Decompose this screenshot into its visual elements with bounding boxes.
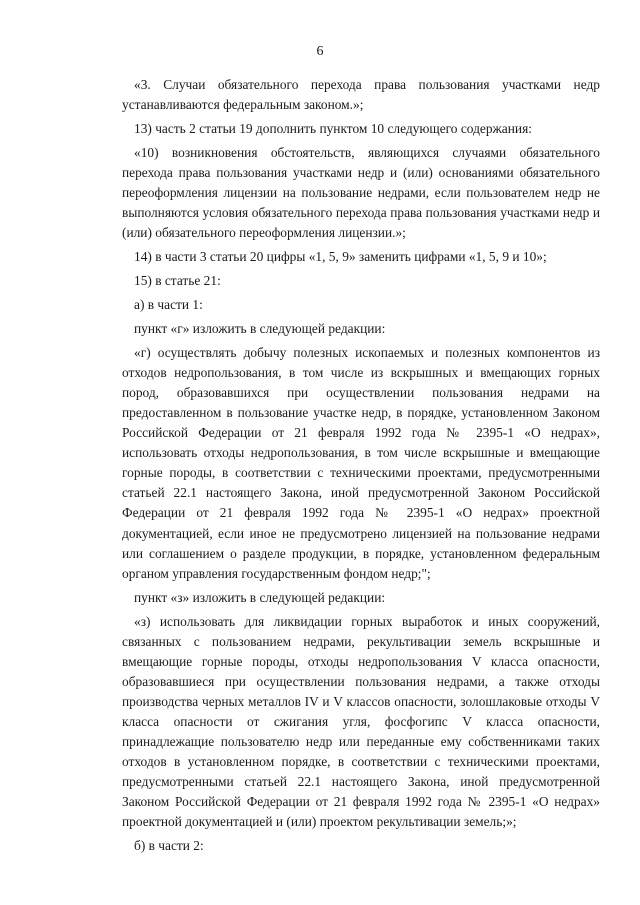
- paragraph-item-15: 15) в статье 21:: [134, 273, 221, 289]
- paragraph-clause-3: «3. Случаи обязательного перехода права пользования участками недр устанавливаются федеральным законом.»;: [122, 77, 600, 113]
- paragraph-subitem-b: б) в части 2:: [134, 838, 204, 854]
- paragraph-point-g-text: «г) осуществлять добычу полезных ископаемых и полезных компонентов из отходов недропользования, в том числе из вскрышных и вмещающих горных пород, образовавшихся при осуществлении пользования недрами на предоставленном в пользование участке недр, в порядке, установленном Законом Российской Федерации от 21 февраля 1992 года № 2395-1 «О недрах», использовать отходы недропользования, в том числе вскрышные и вмещающие горные породы, в соответствии с техническими проектами, предусмотренными статьей 22.1 настоящего Закона, иной предусмотренной Законом Российской Федерации от 21 февраля 1992 года № 2395-1 «О недрах» проектной документацией, если иное не предусмотрено лицензией на пользование недрами или соглашением о разделе продукции, в порядке, установленном федеральным органом управления государственным фондом недр;";: [122, 344, 600, 581]
- paragraph-item-13: 13) часть 2 статьи 19 дополнить пунктом 10 следующего содержания:: [134, 120, 532, 136]
- paragraph-point-g-intro: пункт «г» изложить в следующей редакции:: [134, 320, 386, 336]
- page-number: 6: [316, 44, 324, 59]
- paragraph-item-14: 14) в части 3 статьи 20 цифры «1, 5, 9» заменить цифрами «1, 5, 9 и 10»;: [134, 249, 547, 265]
- paragraph-point-z-text: «з) использовать для ликвидации горных выработок и иных сооружений, связанных с пользованием недрами, рекультивации земель вскрышные и вмещающие горные породы, отходы недропользования V класса опасности, образовавшиеся при осуществлении пользования недрами, а также отходы производства черных металлов IV и V классов опасности, золошлаковые отходы V класса опасности от сжигания угля, фосфогипс V класса опасности, принадлежащие пользователю недр или переданные ему собственниками таких отходов в установленном порядке, в соответствии с техническими проектами, предусмотренными статьей 22.1 настоящего Закона, иной предусмотренной Законом Российской Федерации от 21 февраля 1992 года № 2395-1 «О недрах» проектной документацией и (или) проектом рекультивации земель;»;: [122, 613, 600, 830]
- paragraph-clause-10: «10) возникновения обстоятельств, являющихся случаями обязательного перехода права пользования участками недр и (или) основаниями обязательного переоформления лицензии на пользование недрами, если пользователем недр не выполняются условия обязательного перехода права пользования участками недр и (или) обязательного переоформления лицензии.»;: [122, 144, 600, 241]
- paragraph-point-z-intro: пункт «з» изложить в следующей редакции:: [134, 589, 386, 605]
- document-body: [122, 75, 600, 860]
- paragraph-subitem-a: а) в части 1:: [134, 296, 203, 312]
